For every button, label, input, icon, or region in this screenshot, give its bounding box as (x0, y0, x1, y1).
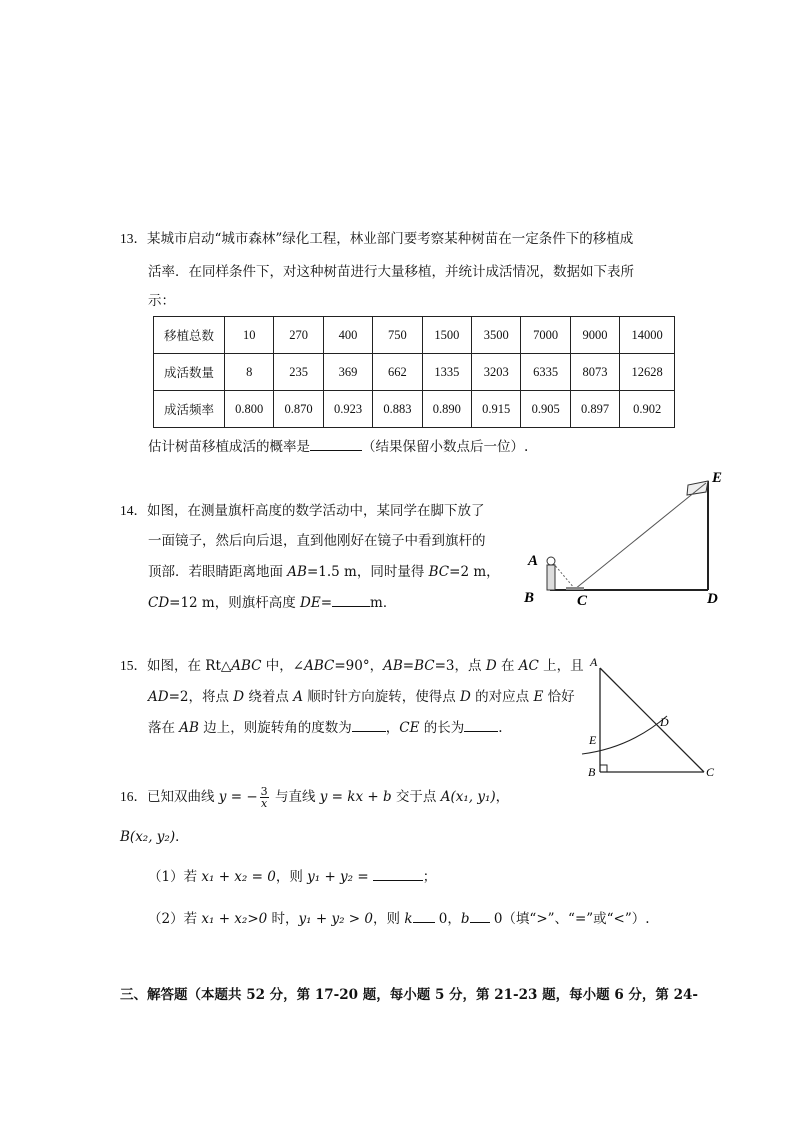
q14-text-1: 如图，在测量旗杆高度的数学活动中，某同学在脚下放了 (147, 503, 485, 519)
q15-text-3b: 边上，则旋转角的度数为 (198, 720, 352, 736)
table-cell: 0.890 (422, 391, 471, 428)
q14-var-cd: CD (148, 595, 170, 611)
table-cell: 3500 (472, 317, 521, 354)
q16-part1-then: ，则 (275, 869, 308, 885)
q16-part2 (148, 910, 650, 928)
q15-var-d3: D (460, 689, 471, 705)
q14-line4 (148, 594, 396, 612)
q15-var-abc2: ABC (304, 658, 335, 674)
q14-var-bc: BC (428, 564, 450, 580)
q14-var-ab: AB (287, 564, 307, 580)
label-d: D (660, 715, 669, 729)
sight-line-ec (575, 483, 706, 589)
q13-answer-line (148, 438, 528, 456)
q16-text-1b: 与直线 (270, 789, 320, 805)
q15-text-1c: =90°， (334, 658, 384, 674)
right-angle-mark (600, 765, 607, 772)
q15-text-2b: 绕着点 (244, 689, 294, 705)
q15-text-1a: 如图，在 Rt△ (147, 658, 232, 674)
fraction-numerator: 3 (260, 785, 268, 798)
q16-line-equation: y = kx + b (319, 789, 392, 805)
table-cell: 0.902 (620, 391, 675, 428)
q15-var-ac: AC (518, 658, 539, 674)
q15-var-e: E (533, 689, 544, 705)
q16-part1-expression: y₁ + y₂ = (307, 869, 369, 885)
table-cell: 0.923 (323, 391, 372, 428)
q13-number: 13． (120, 231, 147, 246)
q13-line3: 示： (148, 293, 175, 309)
label-b: B (588, 765, 596, 779)
label-e: E (589, 733, 597, 747)
q16-part2-suffix: 0（填“>”、“=”或“<”）. (489, 911, 650, 927)
table-row (154, 354, 675, 391)
q13-data-table (153, 316, 675, 428)
side-ac (600, 668, 704, 772)
q15-text-2d: 的对应点 (470, 689, 534, 705)
q16-line1 (120, 786, 509, 809)
q14-text-4a: =12 m，则旗杆高度 (169, 595, 301, 611)
q15-var-ad: AD (148, 689, 169, 705)
table-cell: 12628 (620, 354, 675, 391)
q13-line1 (120, 230, 633, 248)
mirror-icon (566, 587, 584, 590)
q16-k-blank[interactable] (413, 910, 435, 923)
q15-length-blank[interactable] (464, 719, 498, 732)
q16-b-blank[interactable] (470, 910, 490, 923)
label-a: A (590, 655, 598, 669)
table-cell: 0.870 (274, 391, 323, 428)
table-row-header: 成活频率 (154, 391, 225, 428)
q15-text-3a: 落在 (148, 720, 180, 736)
table-cell: 3203 (472, 354, 521, 391)
q15-var-abc: ABC (231, 658, 262, 674)
q16-text-2: ． (175, 829, 189, 845)
fraction-denominator: x (261, 797, 268, 810)
q16-var-k: k (404, 911, 413, 927)
table-row (154, 391, 675, 428)
q16-var-y: y (218, 789, 227, 805)
table-cell: 662 (373, 354, 422, 391)
table-cell: 8073 (570, 354, 619, 391)
table-row-header: 移植总数 (154, 317, 225, 354)
q15-var-a: A (293, 689, 303, 705)
table-cell: 400 (323, 317, 372, 354)
q15-line2 (148, 688, 575, 706)
q15-var-ab2: AB (179, 720, 199, 736)
table-cell: 750 (373, 317, 422, 354)
q15-triangle-figure (580, 650, 730, 785)
q15-text-1d: =3，点 (434, 658, 486, 674)
q16-part2-when: 时， (267, 911, 299, 927)
q14-answer-blank[interactable] (332, 594, 370, 607)
q13-answer-blank[interactable] (310, 438, 362, 451)
flag-icon (687, 481, 708, 495)
q15-number: 15． (120, 658, 147, 673)
q13-text-1: 某城市启动“城市森林”绿化工程，林业部门要考察某种树苗在一定条件下的移植成 (147, 231, 634, 247)
q16-text-1c: 交于点 (391, 789, 441, 805)
label-a: A (528, 553, 539, 569)
table-cell: 0.915 (472, 391, 521, 428)
q14-line1 (120, 502, 485, 520)
sight-line-ac (553, 563, 575, 589)
q16-part2-condition: x₁ + x₂>0 (201, 911, 268, 927)
q16-text-eq: = − (226, 789, 258, 805)
q13-answer-prefix: 估计树苗移植成活的概率是 (148, 439, 310, 455)
label-b: B (524, 590, 535, 606)
label-d: D (707, 591, 718, 607)
table-cell: 8 (225, 354, 274, 391)
q15-text-3e: . (498, 720, 503, 736)
person-icon (547, 565, 555, 590)
q15-text-2a: =2，将点 (168, 689, 234, 705)
q13-line2: 活率．在同样条件下，对这种树苗进行大量移植，并统计成活情况，数据如下表所 (148, 264, 634, 280)
q15-text-3d: 的长为 (419, 720, 465, 736)
q15-text-1b: 中，∠ (261, 658, 305, 674)
q16-part1-suffix: ； (422, 869, 437, 885)
table-cell: 0.897 (570, 391, 619, 428)
q16-part2-then: ，则 (373, 911, 405, 927)
q16-text-1a: 已知双曲线 (147, 789, 219, 805)
q15-text-3c: ， (385, 720, 400, 736)
q14-line3 (148, 563, 500, 581)
q14-text-3c: =2 m， (449, 564, 500, 580)
q15-text-eq: = (402, 658, 415, 674)
table-cell: 7000 (521, 317, 570, 354)
q16-line2 (120, 828, 189, 846)
q16-fraction (260, 786, 269, 809)
q15-text-2c: 顺时针方向旋转，使得点 (302, 689, 461, 705)
q16-var-b: b (460, 911, 470, 927)
table-row (154, 317, 675, 354)
q16-part1-blank[interactable] (373, 868, 423, 881)
q16-part2-expression: y₁ + y₂ > 0 (298, 911, 374, 927)
label-c: C (706, 765, 715, 779)
table-cell: 6335 (521, 354, 570, 391)
table-cell: 0.905 (521, 391, 570, 428)
q14-text-3a: 顶部．若眼睛距离地面 (148, 564, 288, 580)
q14-text-3b: =1.5 m，同时量得 (306, 564, 429, 580)
q15-angle-blank[interactable] (352, 719, 386, 732)
label-c: C (577, 593, 588, 609)
q15-line3 (148, 719, 503, 737)
q16-text-1d: ， (495, 789, 510, 805)
q15-text-2e: 恰好 (543, 689, 575, 705)
q15-text-1f: 上，且 (538, 658, 584, 674)
q14-line2: 一面镜子，然后向后退，直到他刚好在镜子中看到旗杆的 (148, 533, 486, 549)
q14-text-4b: = (320, 595, 333, 611)
label-e: E (712, 470, 723, 486)
q16-number: 16． (120, 789, 147, 804)
q16-part2-mid: 0， (434, 911, 461, 927)
q15-text-1e: 在 (496, 658, 519, 674)
q15-var-d: D (485, 658, 497, 674)
q15-var-ce: CE (399, 720, 420, 736)
q13-answer-suffix: （结果保留小数点后一位）. (362, 439, 529, 455)
table-cell: 1500 (422, 317, 471, 354)
q14-flagpole-figure (520, 465, 730, 610)
q16-point-b: B(x₂, y₂) (120, 829, 176, 845)
table-cell: 369 (323, 354, 372, 391)
table-cell: 9000 (570, 317, 619, 354)
q14-text-4c: m． (370, 595, 397, 611)
q15-var-ab: AB (383, 658, 403, 674)
person-head-icon (547, 557, 555, 565)
q16-part1-condition: x₁ + x₂ = 0 (201, 869, 276, 885)
q16-part2-prefix: （2）若 (148, 911, 202, 927)
section3-title: 三、解答题（本题共 52 分，第 17-20 题，每小题 5 分，第 21-23 题，每小题 6 分，第 24- (120, 987, 699, 1003)
q15-var-bc: BC (414, 658, 435, 674)
q16-point-a: A(x₁, y₁) (440, 789, 496, 805)
table-cell: 10 (225, 317, 274, 354)
q15-line1 (120, 657, 584, 675)
table-cell: 0.883 (373, 391, 422, 428)
table-row-header: 成活数量 (154, 354, 225, 391)
q16-part1-prefix: （1）若 (148, 869, 202, 885)
q14-var-de: DE (300, 595, 321, 611)
table-cell: 235 (274, 354, 323, 391)
q14-number: 14． (120, 503, 147, 518)
table-cell: 0.800 (225, 391, 274, 428)
q15-var-d2: D (233, 689, 245, 705)
table-cell: 1335 (422, 354, 471, 391)
table-cell: 14000 (620, 317, 675, 354)
table-cell: 270 (274, 317, 323, 354)
q16-part1 (148, 868, 436, 886)
